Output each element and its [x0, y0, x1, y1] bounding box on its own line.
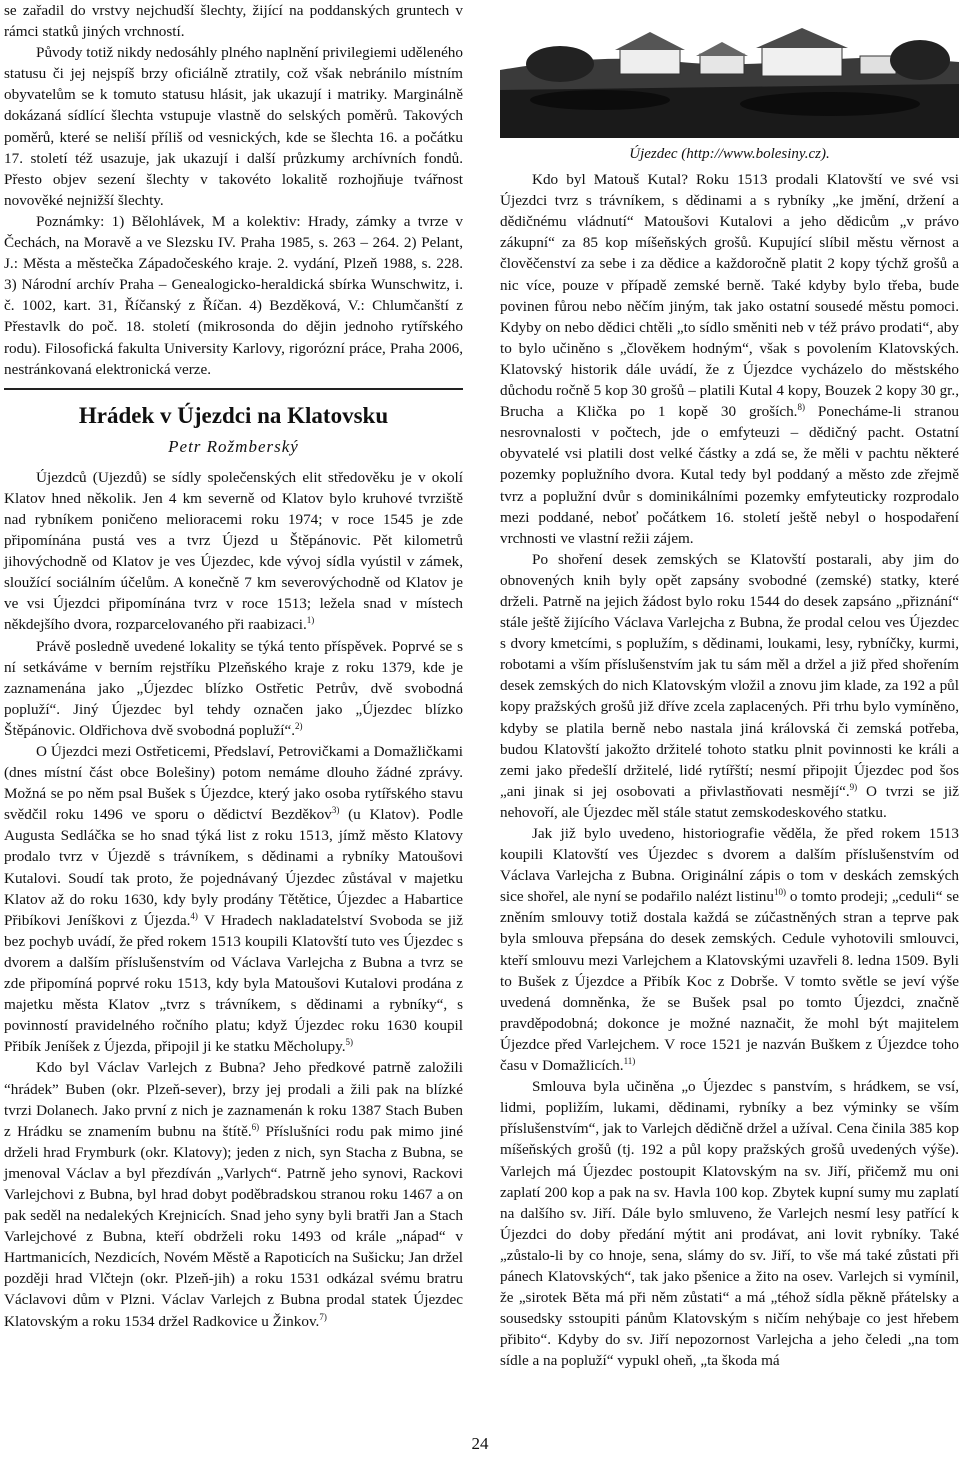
- article-author: Petr Rožmberský: [168, 436, 299, 456]
- article-paragraph-2: Právě posledně uvedené lokality se týká tento příspěvek. Poprvé se s ní setkáváme v berním rejstříku Plzeňského kraje z roku 1379, kde je zaznamenána jako „Újezdec blízko Ostřetic Petrův, dvě svobodná popluží“. Jiný Újezdec byl tehdy označen jako „Újezdec blízko Štěpánovic. Oldřichova dvě svobodná popluží“.$^{2)}$: [4, 637, 463, 739]
- footnote-ref: 6): [251, 1121, 260, 1132]
- intro-paragraph-2: Původy totiž nikdy nedosáhly plného naplnění privilegiemi uděleného statusu či jej nejspíš brzy oficiálně ztratily, což však nebránilo místním obyvatelům se k tomuto statusu hlásit, jak ukazují i matriky. Marginálně dokázaná sídlící šlechta vstupuje vlastně do selských poměrů. Takových poměrů, které se neliší příliš od vesnických, kde se šlechta 16. a počátku 17. století též usazuje, jak ukazují i další průzkumy archívních fondů. Přesto objev sezení šlechty v takovéto lokalitě rozhojňuje tvářnost novověké nejnižší šlechty.: [4, 44, 463, 209]
- footnote-ref: 2): [295, 720, 303, 731]
- right-paragraph-2: Po shoření desek zemských se Klatovští postarali, aby jim do obnovených knih byly opět zapsány svobodné (zemské) statky, které drželi. Patrně na jejich žádost bylo roku 1544 do desek zapsáno „přiznání“ stále ještě žijícího Václava Varlejcha z Bubna, že prodal celou ves Újezdec s dvory kmetcími, s poplužím, s dědinami, loukami, lesy, rybníčky, kurmi, robotami a vším příslušenstvím jak tu sám měl a držel a již před shořením desek zemských do nich Klatovským vložil a znovu jim klade, za 192 a půl kopy pražských grošů již dříve zcela zaplacených. Při trhu bylo vymíněno, kdyby se platila berně nebo nastala jiná královská či zemská potřeba, budou Klatovští jakožto držitelé tohoto statku plnit povinnosti ke králi a zemi jako předešlí držitelé, lidé rytířští; nesmí připojit Újezdec pod šos „ani jinak si jej osobovati a přivlastňovati nesmějí“.$^{9)}$ O tvrzi se již nehovoří, ale Újezdec měl stále statut zemskodeskového statku.: [500, 550, 959, 821]
- village-photo: [500, 0, 959, 138]
- footnote-ref: 11): [623, 1055, 636, 1066]
- right-paragraph-1: Kdo byl Matouš Kutal? Roku 1513 prodali Klatovští ve své vsi Újezdci tvrz s trávníkem, s dědinami a s rybníky „ke jmění, držení a dědičnému vládnutí“ Matoušovi Kutalovi a jeho dědicům „v právo zákupní“ za 85 kop míšeňských grošů. Kupující slíbil městu věrnost a člověčenství za sebe i za dědice a každoročně platit 2 kopy týchž grošů a nic více, pouze v případě zemské berně. Také kdyby bylo třeba, bude povinen fůrou nebo něčím jiným, tak jako ostatní sousedé městu pomoci. Kdyby on nebo dědici chtěli „to sídlo směniti neb v též právo prodati“, aby to bylo učiněno s „člověkem hodným“, však s povolením Klatovských. Klatovský historik dále uvádí, že z Újezdce vycházelo do městského důchodu ročně 5 kop 30 grošů – platili Kutal 4 kopy, Bouzek 2 kopy 30 gr., Brucha a Klička po 1 kopě 30 groších.$^{8)}$ Ponecháme-li stranou nesrovnalosti v počtech, jde o emfyteuzi – dědičný pacht. Ostatní obyvatelé vsi platili dost velké částky a zdá se, že měli v pachtu některé pozemky poplužního dvora. Kutal tedy byl poddaný a město zde zřejmě tvrz a poplužní dvůr s dominikálními pozemky emfyteuticky rozprodalo mezi poddané, neboť počátkem 16. století ještě nebyl o hospodaření vrchnosti ve vlastní režii zájem.: [500, 171, 960, 547]
- footnote-ref: 8): [797, 402, 805, 413]
- footnote-ref: 4): [190, 910, 198, 921]
- page-number: 24: [471, 1434, 489, 1453]
- right-column: [500, 0, 959, 1371]
- footnote-ref: 9): [849, 781, 858, 792]
- footnote-ref: 3): [331, 805, 340, 816]
- intro-paragraph-1: se zařadil do vrstvy nejchudší šlechty, žijící na poddanských gruntech v rámci statků jiných vrchností.: [4, 2, 463, 41]
- section-divider: [4, 388, 463, 390]
- left-column: [4, 0, 463, 1332]
- footnote-ref: 7): [319, 1311, 327, 1322]
- footnote-ref: 1): [306, 615, 315, 626]
- right-paragraph-4: Smlouva byla učiněna „o Újezdec s panstvím, s hrádkem, se vsí, lidmi, popližím, lukami, dědinami, rybníky a bez výminky se vším příslušenstvím“, jak to Varlejch dědičně držel a užíval. Cena činila 385 kop míšeňských grošů (tj. 192 a půl kopy pražských grošů uvedených výše). Varlejch má Újezdec postoupit Klatovským na sv. Jiří, přičemž mu oni zaplatí 200 kop a pak na sv. Havla 100 kop. Zbytek kupní sumy mu zaplatí na dalšího sv. Jiří. Dále bylo smluveno, že Varlejch nesmí lesy patřící k Újezdci do doby předání mýtit ani prodávat, ani lovit rybníky. Také „zůstalo-li by co hnoje, sena, slámy do sv. Jiří, to vše má také zůstati při pánech Klatovských“, tak jako pšenice a žito na osev. Varlejch si vymínil, že „sirotek Běta má při něm zůstati“ a má „téhož sídla pěkně přátelsky a sousedsky sstoupiti pánům Klatovským s ničím nehýbaje co jest hřebem přibito“. Kdyby do sv. Jiří nepozornost Varlejcha a jeho čeledi „na tom sídle a na popluží“ vypukl oheň, „ta škoda má: [500, 1078, 959, 1370]
- village-photo-image: [500, 0, 959, 138]
- footnotes: Poznámky: 1) Bělohlávek, M a kolektiv: Hrady, zámky a tvrze v Čechách, na Moravě a ve Slezsku IV. Praha 1985, s. 263 – 264. 2) Pelant, J.: Města a městečka Západočeského kraje. 2. vydání, Plzeň 1988, s. 228. 3) Národní archív Praha – Genealogicko-heraldická sbírka Wunschwitz, i. č. 1002, kart. 31, Říčanský z Říčan. 4) Bezděková, V.: Chlumčanští z Přestavlk do poč. 18. století (mikrosonda do dějin jednoho rytířského rodu). Filosofická fakulta University Karlovy, rigorózní práce, Praha 2006, nestránkovaná elektronická verze.: [4, 212, 463, 378]
- article-paragraph-1: Újezdců (Ujezdů) se sídly společenských elit středověku je v okolí Klatov hned několik. Jen 4 km severně od Klatov bylo kruhové tvrziště nad rybníkem poničeno melioracemi roku 1974; v roce 1545 je zde připomínána pustá ves a tvrz Újezd u Štěpánovic. Pět kilometrů jihovýchodně od Klatov je ves Újezdec, kde vývoj sídla vyústil v zámek, sloužící sociálním účelům. A konečně 7 km severovýchodně od Klatov je ve vsi Újezdci připomínána tvrz v roce 1513; ležela snad v místech někdejšího dvora, rozparcelovaného při raabizaci.$^{1)}$: [4, 468, 463, 634]
- footnote-ref: 10): [774, 887, 786, 898]
- right-paragraph-3: Jak již bylo uvedeno, historiografie věděla, že před rokem 1513 koupili Klatovští ves Újezdec s dvorem a dalším příslušenstvím od Václava Varlejcha z Bubna. Originální zápis o tom v deskách zemských sice shořel, ale nyní se podařilo nalézt listinu$^{10)}$ o tomto prodeji; „ceduli“ se zněním smlouvy totiž dostala každá se zúčastněných stran a teprve pak byla smlouva přepsána do desek zemských. Cedule vyhotovili smlouvci, kteří smlouvu mezi Varlejchem a Klatovskými uzavřeli 8. ledna 1509. Byli to Bušek z Újezdce a Přibík Koc z Dobrše. V tomto světle se jeví výše uvedená domněnka, že se Bušek psal po tomto Újezdci, značně pravděpodobná; dokonce je možné naznačit, že mohl být majitelem Újezdce před Varlejchem. V roce 1521 je nazván Buškem z Újezdce toho času v Domažlicích.$^{11)}$: [500, 825, 959, 1075]
- article-title: Hrádek v Újezdci na Klatovsku: [78, 402, 389, 428]
- photo-caption: Újezdec (http://www.bolesiny.cz).: [629, 146, 830, 162]
- article-paragraph-4: Kdo byl Václav Varlejch z Bubna? Jeho předkové patrně založili “hrádek” Buben (okr. Plzeň-sever), brzy jej prodali a žili pak na blízké tvrzi Dolanech. Jako první z nich je zaznamenán k roku 1387 Stach Buben z Hrádku se znamením bubnu na štítě.$^{6)}$ Příslušníci rodu pak mimo jiné drželi hrad Frymburk (okr. Klatovy); jeden z nich, syn Stacha z Bubna, se jmenoval Václav a byl přezdíván „Varlych“. Patrně jeho synovi, Rackovi Varlejchovi z Bubna, byl hrad dobyt poděbradskou stranou roku 1467 a on pak seděl na nedalekých Krejnicích. Snad jeho syny byli bratři Jan a Stach Varlejchové z Bubna, kteří obdrželi roku 1493 od krále „nápad“ v Hartmanicích, Nezdicích, Novém Městě a Rapoticích na Sušicku; Jan držel později hrad Vlčtejn (okr. Plzeň-jih) a roku 1531 odkázal svému bratru Václavovi dům v Plzni. Václav Varlejch z Bubna prodal statek Újezdec Klatovským a roku 1534 držel Radkovice u Žinkov.$^{7)}$: [4, 1059, 463, 1330]
- footnote-ref: 5): [345, 1037, 354, 1048]
- article-paragraph-3: O Újezdci mezi Ostřeticemi, Předslaví, Petrovičkami a Domažličkami (dnes místní část obce Bolešiny) potom nemáme dlouho žádné zprávy. Možná se po něm psal Bušek s Újezdce, který jako osoba rytířského stavu svědčil roku 1496 ve sporu o dědictví Bezděkov$^{3)}$ (u Klatov). Podle Augusta Sedláčka se ho snad týká list z roku 1513, jímž město Klatovy prodalo tvrz v Újezdě s trávníkem, s dědinami a rybníky Matoušovi Kutalovi. Soudí tak proto, že pojednávaný Újezdec zůstával v majetku Klatov až do roku 1630, kdy byly prodány Tětětice, Újezdec a Habartice Přibíkovi Jeníškovi z Újezda.$^{4)}$ V Hradech nakladatelství Svoboda se již bez pochyb uvádí, že před rokem 1513 koupili Klatovští tuto ves Újezdec s dvorem a dalším příslušenstvím od Václava Varlejcha z Bubna a tvrz se zde připomíná poprvé roku 1513, kdy byla Matoušovi Kutalovi prodána z majetku města Klatov „tvrz s trávníkem, s dědinami a rybníky“, s povinností pravidelného ročního platu; když Újezdec roku 1630 koupil Přibík Jeníšek z Újezda, připojil ji ke statku Měcholupy.$^{5)}$: [4, 743, 463, 1056]
